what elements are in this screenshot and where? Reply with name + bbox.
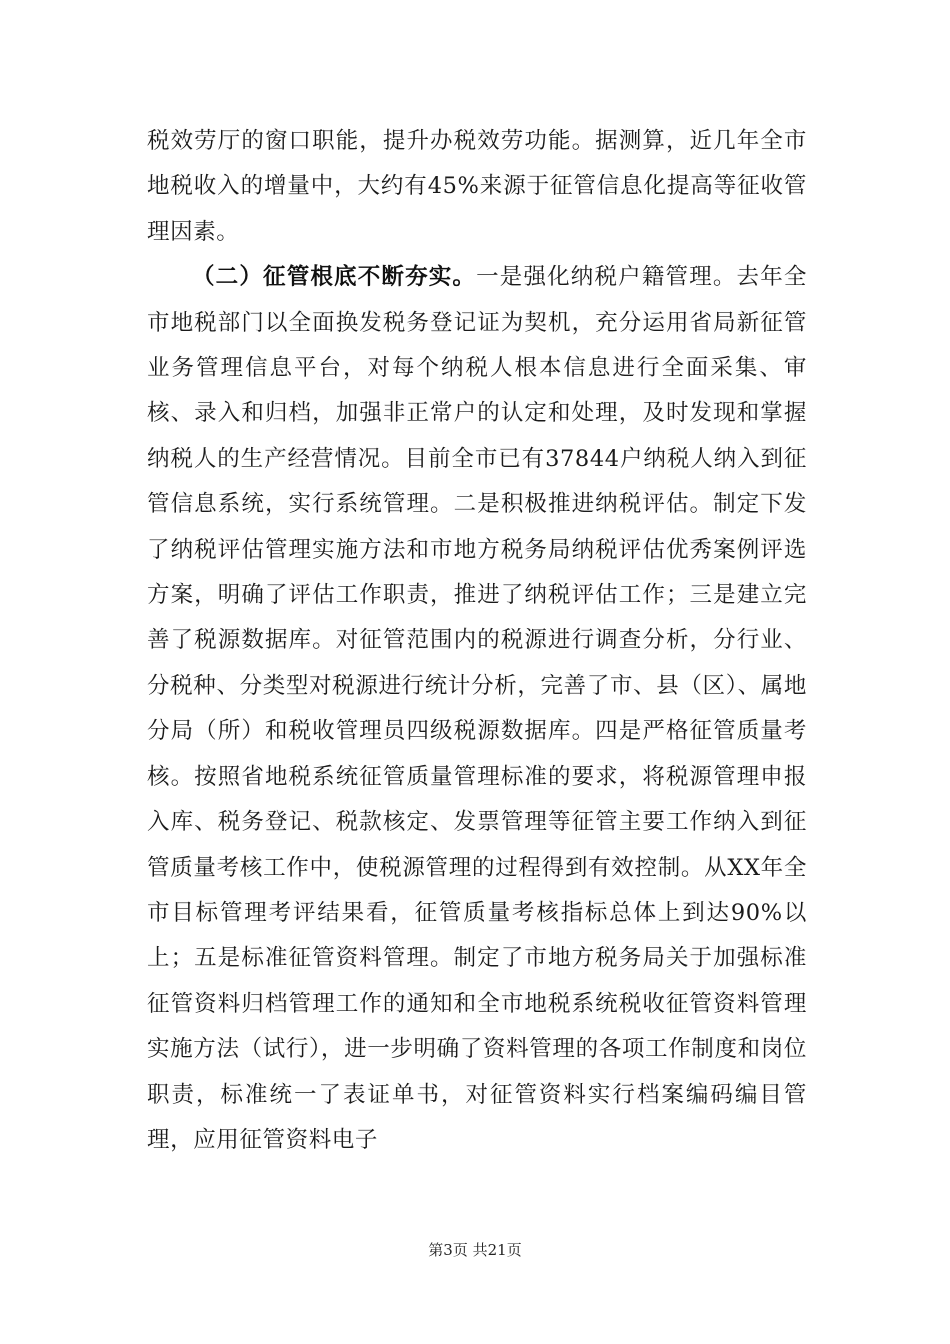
page-number: 第3页 共21页	[428, 1241, 522, 1259]
page-footer	[0, 1239, 950, 1260]
document-body	[147, 119, 807, 1163]
section-heading: （二）征管根底不断夯实。	[192, 264, 477, 291]
paragraph-continued	[147, 119, 807, 255]
paragraph-text: 一是强化纳税户籍管理。去年全市地税部门以全面换发税务登记证为契机，充分运用省局新征管业务管理信息平台，对每个纳税人根本信息进行全面采集、审核、录入和归档，加强非正常户的认定和处理，及时发现和掌握纳税人的生产经营情况。目前全市已有37844户纳税人纳入到征管信息系统，实行系统管理。二是积极推进纳税评估。制定下发了纳税评估管理实施方法和市地方税务局纳税评估优秀案例评选方案，明确了评估工作职责，推进了纳税评估工作；三是建立完善了税源数据库。对征管范围内的税源进行调查分析，分行业、分税种、分类型对税源进行统计分析，完善了市、县（区）、属地分局（所）和税收管理员四级税源数据库。四是严格征管质量考核。按照省地税系统征管质量管理标准的要求，将税源管理申报入库、税务登记、税款核定、发票管理等征管主要工作纳入到征管质量考核工作中，使税源管理的过程得到有效控制。从XX年全市目标管理考评结果看，征管质量考核指标总体上到达90%以上；五是标准征管资料管理。制定了市地方税务局关于加强标准征管资料归档管理工作的通知和全市地税系统税收征管资料管理实施方法（试行），进一步明确了资料管理的各项工作制度和岗位职责，标准统一了表证单书，对征管资料实行档案编码编目管理，应用征管资料电子	[147, 264, 807, 1153]
paragraph-text: 税效劳厅的窗口职能，提升办税效劳功能。据测算，近几年全市地税收入的增量中，大约有45%来源于征管信息化提高等征收管理因素。	[147, 128, 807, 245]
paragraph-section-2	[147, 255, 807, 1163]
